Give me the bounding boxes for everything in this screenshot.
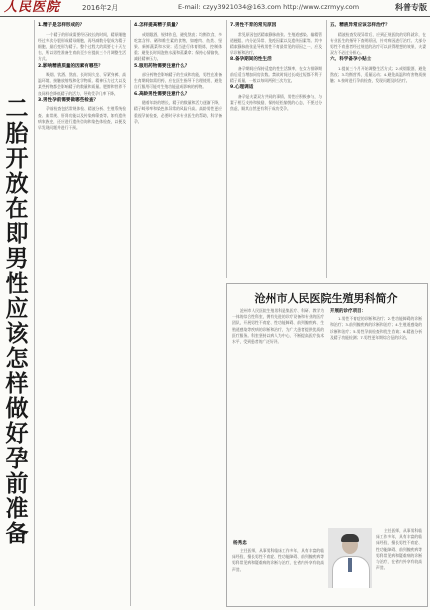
section-heading: 1.精子是怎样形成的？ bbox=[38, 23, 85, 28]
services-list: 1.男性不育症的诊断和治疗；2.性功能障碍的诊断和治疗；3.前列腺疾病的诊断和治疗；4.生殖道感染的诊断和治疗；5.男性孕前检查和优生咨询；6.精液分析及精子功能检测；7.男性更年期综合征的诊治。 bbox=[330, 316, 422, 340]
column-divider bbox=[226, 20, 227, 278]
hospital-intro-title: 沧州市人民医院生殖男科简介 bbox=[254, 292, 398, 305]
article-column-3 bbox=[230, 22, 322, 278]
section-heading: 8.备孕期间的性生活 bbox=[230, 57, 272, 63]
column-divider bbox=[34, 20, 35, 606]
doctor-name: 杨秀忠 bbox=[233, 541, 247, 546]
doctor-photo bbox=[328, 528, 372, 588]
body-paragraph: 戒烟限酒，规律作息，避免熬夜；均衡饮食，多吃富含锌、硒和维生素的食物，如瘦肉、鱼类、坚果、新鲜蔬菜和水果；适当进行体育锻炼，控制体重；避免长时间泡热水澡和蒸桑拿；保持心情愉快，减轻精神压力。 bbox=[134, 31, 222, 62]
hospital-intro-text bbox=[232, 308, 324, 528]
body-paragraph: 备孕期间应保持适度的性生活频率，在女方排卵期前后适当增加同房次数。禁欲时间过长或过短都不利于精子质量，一般以每周两到三次为宜。 bbox=[230, 65, 322, 84]
body-paragraph: 常见原因包括精索静脉曲张、生殖道感染、输精管道梗阻、内分泌异常、免疫因素以及遗传因素等。其中精索静脉曲张是导致男性不育最常见的原因之一，应及早诊断和治疗。 bbox=[230, 31, 322, 56]
services-heading: 开展的诊疗项目： bbox=[330, 309, 366, 314]
column-divider bbox=[326, 20, 327, 278]
section-tag: 科普专版 bbox=[395, 3, 427, 12]
doctor-bio-right bbox=[376, 528, 422, 602]
newspaper-logo: 人民医院 bbox=[4, 0, 61, 15]
article-headline: 二胎开放在即男性应该怎样做好孕前准备 bbox=[5, 95, 29, 547]
body-paragraph: 一个精子的形成需要经历较长的时间，精原细胞经过多次分裂形成精母细胞，再经减数分裂成为精子细胞，最后变形为精子。整个过程大约需要七十天左右，所以男性准备生育前至少应提前三个月调整生活方式。 bbox=[38, 31, 126, 62]
masthead bbox=[0, 0, 430, 17]
section-heading: 5.服用药物需要注意什么？ bbox=[134, 63, 190, 69]
section-heading: 六、科学备孕小贴士 bbox=[330, 57, 372, 63]
issue-date: 2016年2月 bbox=[82, 4, 119, 12]
doctor-bio: 主任医师，从事男科临床工作多年，具有丰富的临床经验，擅长男性不育症、性功能障碍、前列腺疾病等男科常见病和疑难病的诊断与治疗，在省内外享有较高声誉。 bbox=[232, 548, 324, 572]
body-paragraph: 孕前检查包括常规体检、精液分析、生殖系统检查、血常规、肝肾功能以及传染病筛查等。如有遗传病家族史，还应进行遗传咨询和染色体检查，以便及早发现问题并进行干预。 bbox=[38, 106, 126, 130]
column-divider bbox=[130, 20, 131, 606]
article-column-2 bbox=[134, 22, 222, 606]
section-heading: 五、精液异常应该怎样治疗？ bbox=[330, 23, 390, 28]
doctor-bio-continued: 主任医师，从事男科临床工作多年，具有丰富的临床经验，擅长男性不育症、性功能障碍、前列腺疾病等男科常见病和疑难病的诊断与治疗，在省内外享有较高声誉。 bbox=[376, 528, 422, 571]
section-heading: 2.影响精液质量的因素有哪些？ bbox=[38, 63, 103, 69]
body-paragraph: 精液检查发现异常后，应到正规医院的男科就诊，在专业医生的指导下查明原因，针对病因进行治疗。大部分男性不育患者经过规范的治疗可以获得理想的效果，夫妻双方不必过分担心。 bbox=[330, 31, 426, 56]
section-heading: 6.高龄男性需要注意什么？ bbox=[134, 91, 190, 97]
intro-paragraph: 沧州市人民医院生殖男科是集医疗、科研、教学为一体的综合性科室，拥有先进的诊疗设备和专业的医疗团队，开展男性不育症、性功能障碍、前列腺疾病、生殖道感染等疾病的诊断和治疗，为广大患者提供优质的医疗服务。科室坚持以病人为中心，不断提高医疗技术水平，受到患者的广泛好评。 bbox=[232, 308, 324, 345]
body-paragraph: 随着年龄的增长，精子的数量和活力逐渐下降，精子畸形率和染色体异常的风险升高。高龄男性更应重视孕前检查，必要时寻求专业医生的帮助，科学备孕。 bbox=[134, 100, 222, 124]
hospital-services bbox=[330, 308, 422, 522]
body-paragraph: 备孕是夫妻双方共同的事情，男性应积极参与，与妻子相互支持和鼓励，保持轻松愉悦的心态，不要过分焦虑，顺其自然更有利于成功受孕。 bbox=[230, 93, 322, 112]
article-column-4 bbox=[330, 22, 426, 278]
section-heading: 4.怎样提高精子质量？ bbox=[134, 23, 181, 28]
doctor-tie bbox=[348, 558, 352, 572]
section-heading: 9.心理调适 bbox=[230, 85, 254, 91]
body-paragraph: 吸烟、饮酒、熬夜、长时间久坐、穿紧身裤、高温环境、接触放射线和化学物质、精神压力过大以及某些药物都会影响精子的数量和质量。肥胖和营养不良同样会降低精子的活力，导致受孕几率下降。 bbox=[38, 72, 126, 96]
doctor-bio-left bbox=[232, 548, 324, 600]
doctor-hair bbox=[341, 534, 359, 542]
section-heading: 7.男性不育的常见原因 bbox=[230, 23, 277, 28]
section-heading: 3.男性孕前需要做哪些检查？ bbox=[38, 97, 99, 103]
article-column-1 bbox=[38, 22, 126, 606]
contact-info: E-mail: czyy3921034@163.com http://www.czrmyy.com bbox=[178, 3, 360, 11]
body-paragraph: 部分药物会影响精子的生成和功能，男性在准备生育期间如需用药，应在医生指导下合理使用，避免自行服用可能对生殖功能造成影响的药物。 bbox=[134, 72, 222, 90]
body-paragraph: 1.提前三个月开始调整生活方式；2.戒烟限酒，避免熬夜；3.均衡营养，适量运动；4.避免高温和有害物质接触；5.按时进行孕前检查，发现问题及时治疗。 bbox=[330, 65, 426, 84]
